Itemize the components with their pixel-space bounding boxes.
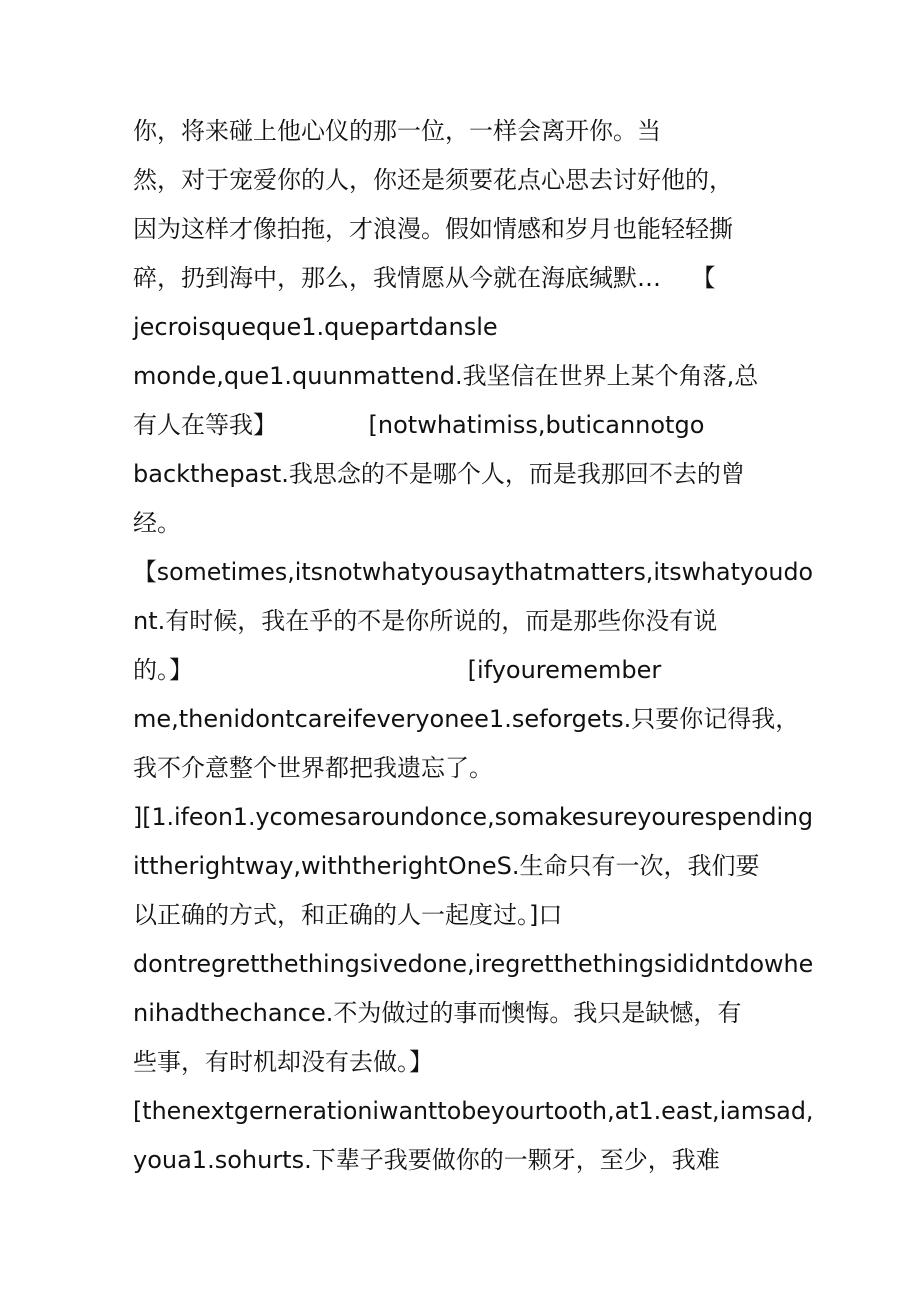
text-line: 以正确的方式，和正确的人一起度过。]口: [133, 901, 563, 929]
text-line: ittherightway,withtherightOneS.生命只有一次，我们要: [133, 852, 760, 880]
text-line: 然，对于宠爱你的人，你还是须要花点心思去讨好他的，: [133, 166, 733, 194]
text-line: [thenextgernerationiwanttobeyourtooth,at1.east,iamsad,: [133, 1097, 814, 1125]
text-line: nihadthechance.不为做过的事而懊悔。我只是缺憾，有: [133, 999, 742, 1027]
text-line: 你，将来碰上他心仪的那一位，一样会离开你。当: [133, 117, 661, 145]
text-line: 的。】 [ifyouremember: [133, 656, 662, 684]
text-line: 我不介意整个世界都把我遗忘了。: [133, 754, 493, 782]
text-line: 因为这样才像拍拖，才浪漫。假如情感和岁月也能轻轻撕: [133, 215, 733, 243]
text-line: backthepast.我思念的不是哪个人，而是我那回不去的曾: [133, 460, 745, 488]
text-line: 经。: [133, 509, 181, 537]
text-line: ][1.ifeon1.ycomesaroundonce,somakesureyourespending: [133, 803, 814, 831]
text-line: 有人在等我】 [notwhatimiss,buticannotgo: [133, 411, 705, 439]
document-body: [133, 107, 813, 1185]
text-line: 些事，有时机却没有去做。】: [133, 1048, 433, 1076]
text-line: 【sometimes,itsnotwhatyousaythatmatters,itswhatyoudo: [133, 558, 814, 586]
text-line: monde,que1.quunmattend.我坚信在世界上某个角落,总: [133, 362, 759, 390]
text-line: dontregretthethingsivedone,iregretthethingsididntdowhe: [133, 950, 814, 978]
text-line: youa1.sohurts.下辈子我要做你的一颗牙，至少，我难: [133, 1146, 720, 1174]
text-line: nt.有时候，我在乎的不是你所说的，而是那些你没有说: [133, 607, 718, 635]
text-line: me,thenidontcareifeveryonee1.seforgets.只要你记得我，: [133, 705, 800, 733]
text-line: jecroisqueque1.quepartdansle: [133, 313, 498, 341]
text-line: 碎，扔到海中，那么，我情愿从今就在海底缄默… 【: [133, 264, 716, 292]
